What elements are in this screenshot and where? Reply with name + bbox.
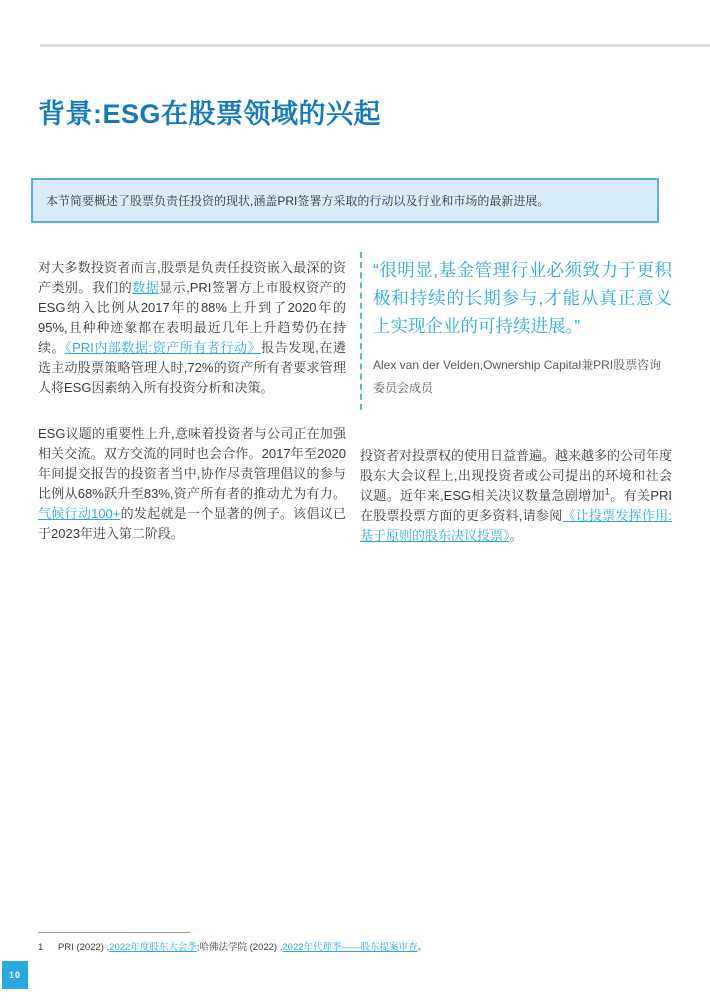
footnote-text: PRI (2022) ,: [58, 942, 110, 953]
data-link[interactable]: 数据: [132, 280, 160, 295]
summary-callout-box: [31, 178, 659, 223]
pull-quote-attribution: Alex van der Velden,Ownership Capital兼PRI股票咨询委员会成员: [373, 358, 662, 395]
climate-action-100-link[interactable]: 气候行动100+: [38, 506, 121, 521]
pri-internal-data-report-link[interactable]: 《PRI内部数据:资产所有者行动》: [65, 340, 262, 355]
paragraph-text: 投资者对投票权的使用日益普遍。越来越多的公司年度股东大会议程上,出现投资者或公司提出的环境和社会议题。近年来,ESG相关决议数量急剧增加: [360, 448, 673, 503]
footnote-text: ;哈佛法学院 (2022) ,: [196, 942, 283, 953]
page-number-tab: 10: [2, 961, 28, 989]
page-title: 背景:ESG在股票领域的兴起: [38, 99, 382, 130]
paragraph-text: 。: [509, 528, 523, 543]
top-divider: [40, 44, 710, 47]
left-column: [38, 252, 346, 546]
paragraph-collaboration: [38, 424, 346, 544]
footnote-divider: [38, 932, 190, 933]
footnote-number: 1: [38, 942, 44, 953]
paragraph-text: 对大多数投资者而言,股票是负责任投资嵌入最深的资产类别。我们的: [38, 260, 346, 295]
pull-quote-block: [360, 252, 672, 410]
two-column-body: [38, 252, 672, 546]
proxy-season-review-link[interactable]: 2022年代理季——股东提案审查: [282, 942, 418, 953]
paragraph-text: 的发起就是一个显著的例子。该倡议已于2023年进入第二阶段。: [38, 506, 346, 541]
footnote-reference: 1: [604, 486, 610, 497]
footnote: [38, 941, 658, 954]
paragraph-text: 显示,PRI签署方上市股权资产的ESG纳入比例从2017年的88%上升到了2020年的95%,且种种迹象都在表明最近几年上升趋势仍在持续。: [38, 280, 346, 355]
paragraph-text: 报告发现,在遴选主动股票策略管理人时,72%的资产所有者要求管理人将ESG因素纳入所有投资分析和决策。: [38, 340, 346, 395]
pull-quote-text: “很明显,基金管理行业必须致力于更积极和持续的长期参与,才能从真正意义上实现企业的可持续进展。”: [373, 260, 672, 336]
paragraph-esg-integration: [38, 258, 346, 398]
footnote-text: 。: [417, 942, 428, 953]
paragraph-text: 。有关PRI在股票投票方面的更多资料,请参阅: [360, 488, 672, 523]
paragraph-voting: [360, 446, 672, 546]
making-votes-count-link[interactable]: 《让投票发挥作用:基于原则的股东决议投票》: [360, 508, 672, 543]
right-column: [360, 252, 672, 546]
agm-season-link[interactable]: 2022年度股东大会季: [109, 942, 197, 953]
paragraph-text: ESG议题的重要性上升,意味着投资者与公司正在加强相关交流。双方交流的同时也会合作。2017年至2020年间提交报告的投资者当中,协作尽责管理倡议的参与比例从68%跃升至83%,资产所有者的推动尤为有力。: [38, 426, 346, 501]
summary-text: 本节简要概述了股票负责任投资的现状,涵盖PRI签署方采取的行动以及行业和市场的最新进展。: [46, 193, 550, 208]
